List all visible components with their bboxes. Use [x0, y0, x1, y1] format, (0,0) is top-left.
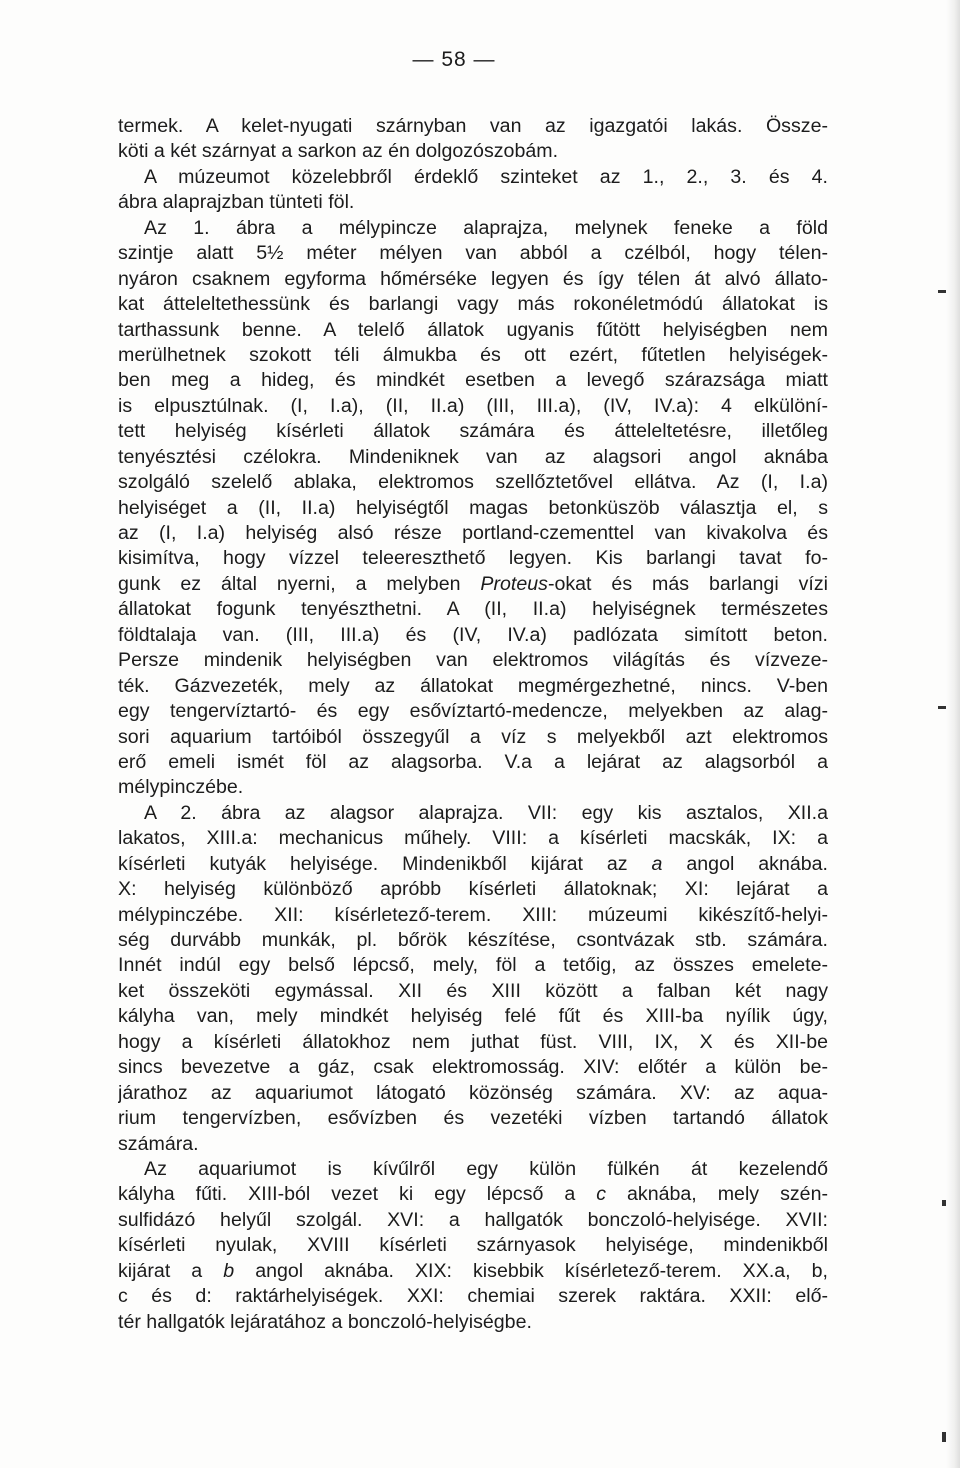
text-line: [118, 521, 828, 546]
text-segment: köti a két szárnyat a sarkon az én dolgozószobám.: [118, 140, 559, 163]
text-segment: termek. A kelet-nyugati szárnyban van az igazgatói lakás. Össze-: [118, 115, 828, 137]
text-line: [118, 750, 828, 775]
page-number: — 58 —: [412, 48, 496, 71]
text-line: [118, 1233, 828, 1258]
text-segment: X: helyiség különböző apróbb kísérleti állatoknak; XI: lejárat a: [118, 878, 828, 901]
text-line: [118, 597, 828, 622]
text-segment: Az 1. ábra a mélypincze alaprajza, melynek feneke a föld: [144, 216, 828, 239]
text-line: [118, 1182, 828, 1207]
text-line: [118, 1004, 828, 1029]
text-line: [118, 216, 828, 241]
text-line: [118, 725, 828, 750]
text-segment: sori aquarium tartóiból összegyűl a víz s melyekből azt elektromos: [118, 725, 828, 748]
text-line: [118, 648, 828, 673]
text-line: [118, 267, 828, 292]
text-segment: c és d: raktárhelyiségek. XXI: chemiai szerek raktára. XXII: elő-: [118, 1285, 828, 1308]
text-line: [118, 699, 828, 724]
margin-mark: [938, 290, 946, 293]
text-segment: ábra alaprajzban tünteti föl.: [118, 191, 355, 214]
text-segment: kisimítva, hogy vízzel teleereszthető legyen. Kis barlangi tavat fo-: [118, 547, 828, 570]
text-line: [118, 1030, 828, 1055]
text-segment: helyiséget a (II, II.a) helyiségtől magas betonküszöb választja el, s: [118, 496, 828, 519]
text-segment: járathoz az aquariumot látogató közönség számára. XV: az aqua-: [118, 1081, 828, 1104]
text-line: [118, 546, 828, 571]
text-line: [118, 674, 828, 699]
text-segment: aknába, mely szén-: [606, 1183, 828, 1206]
text-line: [118, 470, 828, 495]
text-line: [118, 114, 828, 139]
text-line: [118, 801, 828, 826]
margin-mark: [942, 1200, 946, 1206]
italic-term: c: [596, 1183, 607, 1206]
text-line: [118, 318, 828, 343]
text-segment: merülhetnek szokott téli álmukba és ott ezért, fűtetlen helyiségek-: [118, 343, 828, 366]
italic-term: Proteus: [480, 572, 548, 595]
text-line: [118, 953, 828, 978]
text-segment: földtalaja van. (III, III.a) és (IV, IV.a) padlózata simított beton.: [118, 623, 828, 646]
text-line: [118, 1259, 828, 1284]
text-segment: mélypinczébe. XII: kísérletező-terem. XIII: múzeumi kikészítő-helyi-: [118, 903, 828, 926]
text-line: [118, 1106, 828, 1131]
text-line: [118, 394, 828, 419]
text-segment: az (I, I.a) helyiség alsó része portland-czementtel van kivakolva és: [118, 522, 828, 544]
text-line: [118, 1284, 828, 1309]
text-line: [118, 190, 828, 215]
text-segment: ket összeköti egymással. XII és XIII között a falban két nagy: [118, 979, 828, 1002]
text-segment: A múzeumot közelebbről érdeklő szinteket az 1., 2., 3. és 4.: [144, 165, 828, 188]
text-line: [118, 572, 828, 597]
text-segment: mélypinczébe.: [118, 776, 244, 799]
text-segment: A 2. ábra az alagsor alaprajza. VII: egy kis asztalos, XII.a: [144, 801, 828, 824]
text-segment: kísérleti nyulak, XVIII kísérleti szárnyasok helyisége, mindenikből: [118, 1234, 828, 1257]
text-segment: ték. Gázvezeték, mely az állatokat megmérgezhetné, nincs. V-ben: [118, 674, 828, 697]
text-line: [118, 1132, 828, 1157]
text-segment: sincs bevezetve a gáz, csak elektromosság. XIV: előtér a külön be-: [118, 1056, 828, 1079]
text-segment: szolgáló szelelő ablaka, elektromos szellőztetővel ellátva. Az (I, I.a): [118, 471, 828, 494]
text-line: [118, 343, 828, 368]
text-line: [118, 928, 828, 953]
text-line: [118, 903, 828, 928]
text-segment: rium tengervízben, esővízben és vezetéki vízben tartandó állatok: [118, 1107, 828, 1130]
text-segment: is elpusztúlnak. (I, I.a), (II, II.a) (III, III.a), (IV, IV.a): 4 elkülöní-: [118, 394, 828, 417]
text-segment: kat átteleltethessünk és barlangi vagy más rokonéletmódú állatokat is: [118, 293, 828, 316]
italic-term: b: [223, 1259, 235, 1282]
text-segment: gunk ez által nyerni, a melyben: [118, 572, 481, 595]
text-segment: Persze mindenik helyiségben van elektromos világítás és vízveze-: [118, 649, 828, 672]
text-line: [118, 419, 828, 444]
text-line: [118, 292, 828, 317]
text-segment: sulfidázó helyűl szolgál. XVI: a hallgatók bonczoló-helyisége. XVII:: [118, 1208, 828, 1231]
text-line: [118, 775, 828, 800]
text-segment: erő emeli ismét föl az alagsorba. V.a a lejárat az alagsorból a: [118, 750, 828, 773]
text-segment: ben meg a hideg, és mindkét esetben a levegő szárazsága miatt: [118, 369, 828, 392]
text-segment: hogy a kísérleti állatokhoz nem juthat füst. VIII, IX, X és XII-be: [118, 1030, 828, 1053]
text-line: [118, 979, 828, 1004]
text-segment: kályha fűti. XIII-ból vezet ki egy lépcső a: [118, 1183, 597, 1206]
text-segment: állatokat fogunk tenyészthetni. A (II, II.a) helyiségnek természetes: [118, 598, 828, 621]
italic-term: a: [651, 852, 663, 875]
margin-mark: [942, 1432, 946, 1442]
text-segment: tarthassunk benne. A telelő állatok ugyanis fűtött helyiségben nem: [118, 318, 828, 341]
text-line: [118, 1081, 828, 1106]
text-line: [118, 165, 828, 190]
text-segment: számára.: [118, 1132, 199, 1155]
text-line: [118, 826, 828, 851]
text-segment: kísérleti kutyák helyisége. Mindenikből kijárat az: [118, 852, 652, 875]
text-segment: lakatos, XIII.a: mechanicus műhely. VIII: a kísérleti macskák, IX: a: [118, 827, 828, 850]
page-edge-shadow: [946, 0, 960, 1468]
text-line: [118, 241, 828, 266]
text-line: [118, 1055, 828, 1080]
text-segment: nyáron csaknem egyforma hőmérséke legyen és így télen át alvó állato-: [118, 267, 828, 290]
text-segment: kijárat a: [118, 1259, 224, 1282]
text-line: [118, 368, 828, 393]
text-segment: kályha van, mely mindkét helyiség felé fűt és XIII-ba nyílik úgy,: [118, 1005, 828, 1028]
text-line: [118, 1157, 828, 1182]
text-segment: tett helyiség kísérleti állatok számára és átteleltetésre, illetőleg: [118, 420, 828, 443]
text-segment: szintje alatt 5½ méter mélyen van abból a czélból, hogy télen-: [118, 242, 828, 265]
text-line: [118, 852, 828, 877]
text-segment: Innét indúl egy belső lépcső, mely, föl a tetőig, az összes emelete-: [118, 954, 828, 977]
text-segment: -okat és más barlangi vízi: [547, 572, 828, 595]
text-segment: angol aknába.: [662, 852, 828, 875]
text-segment: tér hallgatók lejáratához a bonczoló-helyiségbe.: [118, 1310, 532, 1333]
margin-mark: [938, 706, 946, 709]
text-line: [118, 1310, 828, 1335]
text-segment: egy tengervíztartó- és egy esővíztartó-medencze, melyekben az alag-: [118, 700, 828, 723]
text-line: [118, 139, 828, 164]
text-line: [118, 877, 828, 902]
body-text: [118, 114, 828, 1335]
text-line: [118, 1208, 828, 1233]
text-line: [118, 496, 828, 521]
text-segment: ség durvább munkák, pl. bőrök készítése, csontvázak stb. számára.: [118, 929, 828, 951]
text-segment: angol aknába. XIX: kisebbik kísérletező-terem. XX.a, b,: [234, 1259, 828, 1282]
text-segment: tenyésztési czélokra. Mindeniknek van az alagsori angol aknába: [118, 445, 828, 468]
text-segment: Az aquariumot is kívűlről egy külön fülkén át kezelendő: [144, 1157, 828, 1180]
text-line: [118, 445, 828, 470]
text-line: [118, 623, 828, 648]
